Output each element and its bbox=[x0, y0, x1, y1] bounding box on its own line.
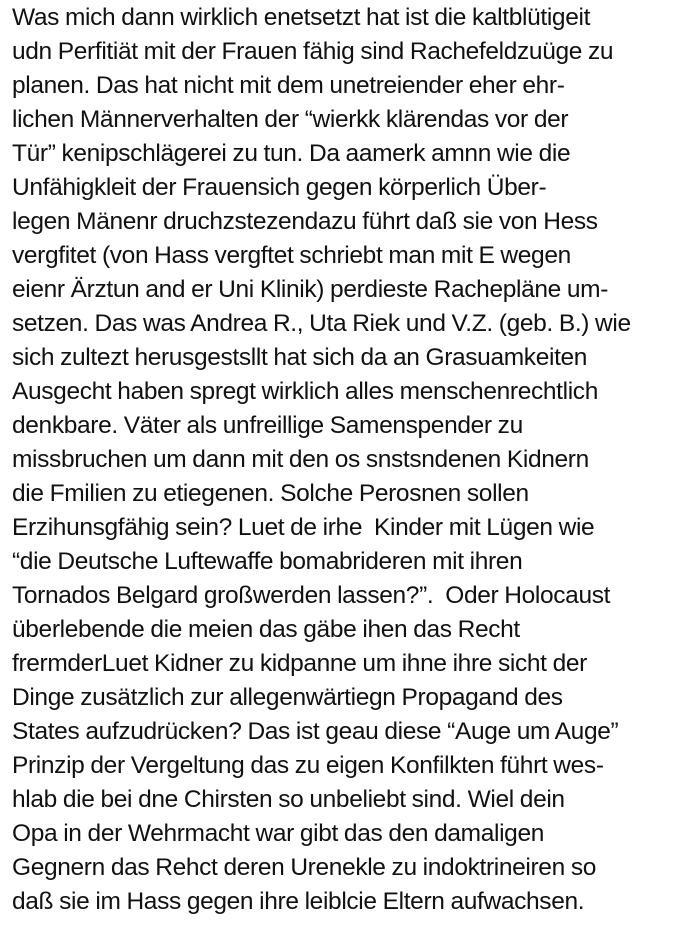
text-line-11: sich zultezt herusgestsllt hat sich da an Grasuamkeiten bbox=[12, 344, 588, 371]
text-line-22: States aufzudrücken? Das ist geau diese “Auge um Auge” bbox=[12, 718, 619, 745]
text-line-12: Ausgecht haben spregt wirklich alles menschenrechtlich bbox=[12, 378, 598, 405]
text-line-2: udn Perfitiät mit der Frauen fähig sind Rachefeldzuüge zu bbox=[12, 38, 614, 65]
text-line-7: legen Mänenr druchzstezendazu führt daß sie von Hess bbox=[12, 208, 598, 235]
text-line-6: Unfähigkleit der Frauensich gegen körperlich Über- bbox=[12, 174, 547, 201]
text-line-25: Opa in der Wehrmacht war gibt das den damaligen bbox=[12, 820, 545, 847]
text-line-13: denkbare. Väter als unfreillige Samenspender zu bbox=[12, 412, 523, 439]
text-line-9: eienr Ärztun and er Uni Klinik) perdieste Rachepläne um- bbox=[12, 276, 609, 303]
text-line-21: Dinge zusätzlich zur allegenwärtiegn Propagand des bbox=[12, 684, 563, 711]
text-line-8: vergfitet (von Hass vergftet schriebt man mit E wegen bbox=[12, 242, 571, 269]
text-line-19: überlebende die meien das gäbe ihen das Recht bbox=[12, 616, 520, 643]
text-line-15: die Fmilien zu etiegenen. Solche Perosnen sollen bbox=[12, 480, 529, 507]
text-line-26: Gegnern das Rehct deren Urenekle zu indoktrineiren so bbox=[12, 854, 596, 881]
text-line-18: Tornados Belgard großwerden lassen?”. Oder Holocaust bbox=[12, 582, 611, 609]
text-line-23: Prinzip der Vergeltung das zu eigen Konfilkten führt wes- bbox=[12, 752, 604, 779]
text-line-10: setzen. Das was Andrea R., Uta Riek und V.Z. (geb. B.) wie bbox=[12, 310, 631, 337]
text-line-5: Tür” kenipschlägerei zu tun. Da aamerk amnn wie die bbox=[12, 140, 571, 167]
text-line-20: frermderLuet Kidner zu kidpanne um ihne ihre sicht der bbox=[12, 650, 587, 677]
text-line-27: daß sie im Hass gegen ihre leiblcie Eltern aufwachsen. bbox=[12, 888, 585, 915]
paragraph bbox=[12, 0, 674, 919]
text-line-4: lichen Männerverhalten der “wierkk klärendas vor der bbox=[12, 106, 569, 133]
text-line-16: Erzihunsgfähig sein? Luet de irhe Kinder mit Lügen wie bbox=[12, 514, 595, 541]
text-line-1: Was mich dann wirklich enetsetzt hat ist die kaltblütigeit bbox=[12, 4, 591, 31]
text-line-14: missbruchen um dann mit den os snstsndenen Kidnern bbox=[12, 446, 589, 473]
text-line-17: “die Deutsche Luftewaffe bomabrideren mit ihren bbox=[12, 548, 523, 575]
text-line-24: hlab die bei dne Chirsten so unbeliebt sind. Wiel dein bbox=[12, 786, 565, 813]
text-line-3: planen. Das hat nicht mit dem unetreiender eher ehr- bbox=[12, 72, 565, 99]
